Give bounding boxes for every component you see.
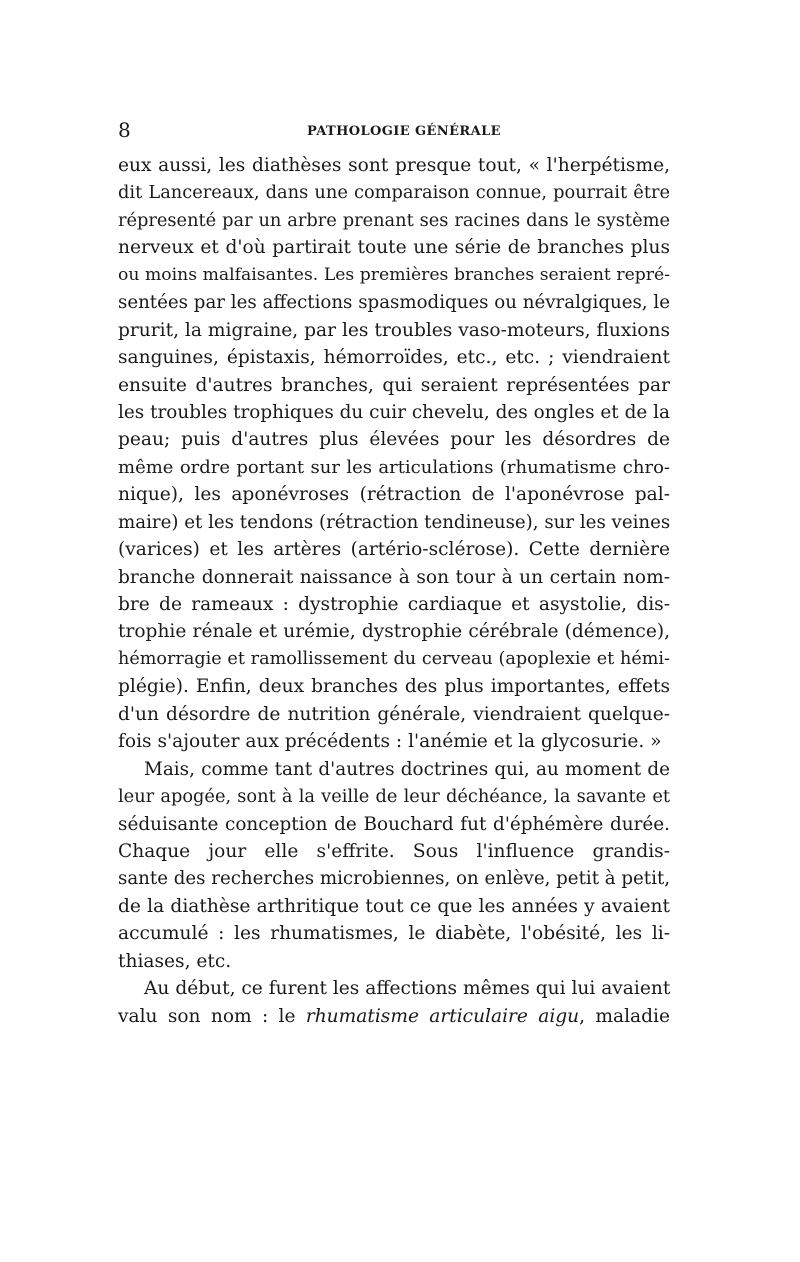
text-line: accumulé : les rhumatismes, le diabète, l'obésité, les li-: [118, 923, 670, 945]
text-line: leur apogée, sont à la veille de leur déchéance, la savante et: [118, 786, 670, 808]
text-line: fois s'ajouter aux précédents : l'anémie et la glycosurie. »: [118, 731, 662, 753]
text-line: prurit, la migraine, par les troubles vaso-moteurs, fluxions: [118, 319, 670, 341]
text-line: bre de rameaux : dystrophie cardiaque et asystolie, dis-: [118, 594, 670, 615]
text-line: séduisante conception de Bouchard fut d'éphémère durée.: [118, 813, 670, 835]
text-line: branche donnerait naissance à son tour à un certain nom-: [118, 566, 670, 588]
paragraph-start-line: Mais, comme tant d'autres doctrines qui, au moment de: [144, 758, 670, 780]
text-line: dit Lancereaux, dans une comparaison connue, pourrait être: [118, 182, 670, 204]
paragraph-start-line: Au début, ce furent les affections mêmes qui lui avaient: [144, 978, 671, 1000]
text-line: plégie). Enfin, deux branches des plus importantes, effets: [118, 676, 670, 698]
text-line: sante des recherches microbiennes, on enlève, petit à petit,: [118, 868, 671, 890]
text-line: ou moins malfaisantes. Les premières branches seraient repré-: [118, 264, 670, 285]
text-line: thiases, etc.: [118, 950, 232, 972]
text-line: de la diathèse arthritique tout ce que les années y avaient: [118, 895, 670, 917]
text-line: nique), les aponévroses (rétraction de l'aponévrose pal-: [118, 484, 670, 506]
text-line: les troubles trophiques du cuir chevelu, des ongles et de la: [118, 401, 670, 423]
text-line: maire) et les tendons (rétraction tendineuse), sur les veines: [118, 511, 671, 533]
page-number: 8: [118, 118, 131, 142]
text-line: hémorragie et ramollissement du cerveau (apoplexie et hémi-: [118, 648, 670, 669]
text-line: même ordre portant sur les articulations (rhumatisme chro-: [118, 456, 670, 478]
text-line: Chaque jour elle s'effrite. Sous l'influence grandis-: [118, 840, 670, 862]
text-line: trophie rénale et urémie, dystrophie cérébrale (démence),: [118, 621, 670, 643]
text-line: nerveux et d'où partirait toute une série de branches plus: [118, 237, 670, 259]
text-line: peau; puis d'autres plus élevées pour les désordres de: [118, 429, 670, 451]
text-segment: , maladie: [579, 1005, 670, 1027]
text-line: (varices) et les artères (artério-sclérose). Cette dernière: [118, 539, 670, 561]
text-line: répresenté par un arbre prenant ses racines dans le système: [118, 209, 670, 231]
text-line: eux aussi, les diathèses sont presque tout, « l'herpétisme,: [118, 155, 670, 176]
text-line: d'un désordre de nutrition générale, viendraient quelque-: [118, 703, 670, 725]
text-line: sanguines, épistaxis, hémorroïdes, etc., etc. ; viendraient: [118, 347, 670, 369]
text-line-with-italic: [118, 1003, 670, 1030]
body-text: [118, 152, 670, 1030]
text-line: ensuite d'autres branches, qui seraient représentées par: [118, 374, 670, 396]
text-segment: valu son nom : le: [118, 1005, 306, 1027]
italic-term: rhumatisme articulaire aigu: [305, 1005, 580, 1027]
running-head: PATHOLOGIE GÉNÉRALE: [307, 124, 501, 139]
text-line: sentées par les affections spasmodiques ou névralgiques, le: [118, 292, 670, 314]
page-header: [118, 120, 670, 144]
